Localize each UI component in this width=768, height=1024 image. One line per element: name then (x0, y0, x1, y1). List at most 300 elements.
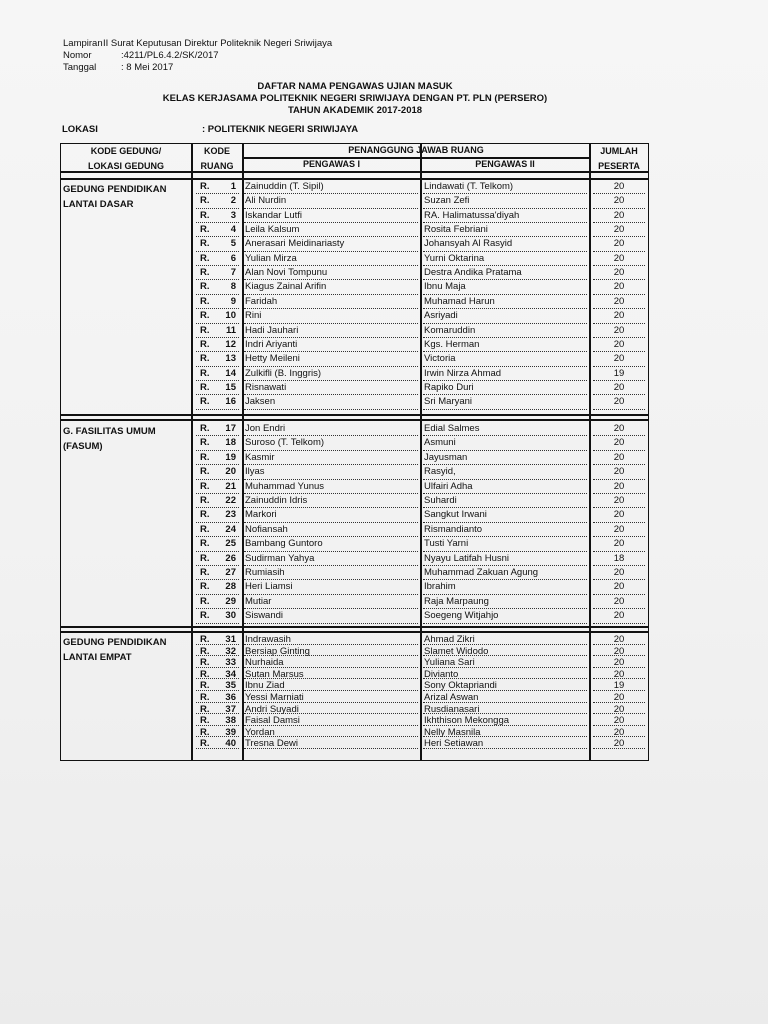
room-number: 15 (225, 381, 236, 393)
room-number: 24 (225, 523, 236, 535)
pengawas-1-name: Zainuddin (T. Sipil) (245, 181, 324, 192)
pengawas-1-name: Ali Nurdin (245, 195, 287, 207)
pengawas-2-name: Arizal Aswan (424, 692, 479, 703)
row-underline (593, 435, 645, 436)
jumlah-peserta: 20 (613, 645, 625, 657)
pengawas-2-name: Ahmad Zikri (424, 634, 475, 645)
room-prefix: R. (200, 437, 210, 449)
room-prefix: R. (200, 567, 210, 578)
room-number: 25 (225, 538, 236, 550)
row-underline (423, 323, 587, 324)
row-underline (196, 623, 239, 624)
room-number: 16 (225, 396, 236, 408)
row-underline (423, 522, 587, 523)
row-underline (423, 265, 587, 266)
pengawas-1-name: Rini (245, 310, 262, 322)
jumlah-peserta: 20 (613, 657, 625, 669)
header-kode-gedung (61, 146, 191, 172)
row-underline (593, 594, 645, 595)
room-prefix: R. (200, 738, 210, 750)
row-underline (244, 366, 418, 367)
row-underline (593, 337, 645, 338)
pengawas-2-name: Johansyah Al Rasyid (424, 238, 513, 250)
row-underline (593, 702, 645, 703)
room-number: 39 (225, 726, 236, 738)
header-kode-ruang-line2: RUANG (200, 161, 234, 171)
room-prefix: R. (200, 310, 210, 322)
pengawas-1-name: Bambang Guntoro (245, 538, 323, 550)
pengawas-1-name: Indrawasih (245, 634, 291, 645)
row-underline (244, 394, 418, 395)
row-underline (196, 608, 239, 609)
row-underline (244, 323, 418, 324)
room-number: 31 (225, 634, 236, 645)
row-underline (196, 725, 239, 726)
pengawas-1-name: Risnawati (245, 381, 287, 393)
row-underline (593, 222, 645, 223)
row-underline (196, 690, 239, 691)
room-number: 34 (225, 668, 236, 680)
row-underline (196, 236, 239, 237)
tanggal-label: Tanggal (63, 62, 97, 73)
jumlah-peserta: 20 (613, 538, 625, 550)
room-number: 18 (225, 437, 236, 449)
row-underline (244, 522, 418, 523)
row-underline (593, 565, 645, 566)
jumlah-peserta: 20 (613, 726, 625, 738)
pengawas-2-name: Rosita Febriani (424, 224, 488, 236)
row-underline (196, 351, 239, 352)
room-number: 10 (225, 310, 236, 322)
pengawas-2-name: Ulfairi Adha (424, 480, 473, 492)
row-underline (196, 294, 239, 295)
row-underline (593, 308, 645, 309)
room-number: 8 (230, 281, 236, 293)
row-underline (423, 279, 587, 280)
row-underline (593, 736, 645, 737)
room-number: 27 (225, 567, 236, 578)
row-underline (196, 464, 239, 465)
pengawas-1-name: Nofiansah (245, 523, 288, 535)
row-underline (244, 667, 418, 668)
row-underline (593, 450, 645, 451)
table-divider (61, 631, 648, 633)
pengawas-1-name: Siswandi (245, 610, 284, 622)
pengawas-1-name: Iskandar Lutfi (245, 209, 303, 221)
room-number: 33 (225, 657, 236, 669)
jumlah-peserta: 20 (613, 703, 625, 715)
row-underline (423, 713, 587, 714)
row-underline (423, 236, 587, 237)
pengawas-2-name: Lindawati (T. Telkom) (424, 181, 514, 192)
room-prefix: R. (200, 353, 210, 365)
row-underline (593, 193, 645, 194)
pengawas-2-name: Ikhthison Mekongga (424, 715, 510, 727)
jumlah-peserta: 20 (613, 581, 625, 593)
row-underline (423, 464, 587, 465)
row-underline (244, 479, 418, 480)
building-line-2: (FASUM) (63, 441, 103, 452)
pengawas-1-name: Sutan Marsus (245, 668, 304, 680)
header-kode-gedung-line1: KODE GEDUNG/ (90, 146, 162, 156)
building-label (63, 182, 188, 212)
pengawas-2-name: Yurni Oktarina (424, 252, 485, 264)
pengawas-1-name: Ilyas (245, 466, 265, 478)
row-underline (196, 565, 239, 566)
row-underline (423, 380, 587, 381)
room-prefix: R. (200, 581, 210, 593)
jumlah-peserta: 20 (613, 252, 625, 264)
table-divider (191, 144, 193, 760)
row-underline (244, 507, 418, 508)
pengawas-1-name: Anerasari Meidinariasty (245, 238, 345, 250)
row-underline (423, 507, 587, 508)
row-underline (196, 579, 239, 580)
header-pengawas-1: PENGAWAS I (302, 159, 360, 169)
jumlah-peserta: 20 (613, 396, 625, 408)
pengawas-2-name: Asmuni (424, 437, 456, 449)
row-underline (244, 265, 418, 266)
header-jumlah-peserta (590, 146, 648, 172)
row-underline (593, 690, 645, 691)
room-prefix: R. (200, 538, 210, 550)
room-prefix: R. (200, 610, 210, 622)
row-underline (244, 208, 418, 209)
row-underline (244, 450, 418, 451)
pengawas-1-name: Faridah (245, 295, 278, 307)
row-underline (244, 748, 418, 749)
room-prefix: R. (200, 480, 210, 492)
room-number: 26 (225, 552, 236, 564)
row-underline (244, 678, 418, 679)
row-underline (423, 594, 587, 595)
row-underline (196, 655, 239, 656)
building-line-2: LANTAI EMPAT (63, 652, 132, 663)
pengawas-1-name: Yordan (245, 726, 275, 738)
row-underline (423, 394, 587, 395)
row-underline (423, 655, 587, 656)
room-prefix: R. (200, 252, 210, 264)
row-underline (244, 435, 418, 436)
row-underline (244, 551, 418, 552)
header-kode-ruang (192, 146, 242, 172)
room-number: 7 (230, 267, 236, 279)
tanggal-text: : 8 Mei 2017 (121, 62, 174, 73)
row-underline (244, 594, 418, 595)
room-number: 12 (225, 338, 236, 350)
lokasi-label: LOKASI (62, 124, 98, 135)
pengawas-1-name: Nurhaida (245, 657, 284, 669)
row-underline (423, 479, 587, 480)
room-prefix: R. (200, 451, 210, 463)
room-prefix: R. (200, 209, 210, 221)
jumlah-peserta: 20 (613, 238, 625, 250)
pengawas-2-name: Nelly Masnila (424, 726, 481, 738)
row-underline (196, 594, 239, 595)
pengawas-1-name: Mutiar (245, 595, 272, 607)
room-number: 35 (225, 680, 236, 692)
row-underline (423, 565, 587, 566)
row-underline (196, 667, 239, 668)
row-underline (593, 236, 645, 237)
jumlah-peserta: 20 (613, 595, 625, 607)
room-prefix: R. (200, 645, 210, 657)
row-underline (593, 323, 645, 324)
row-underline (423, 193, 587, 194)
room-number: 32 (225, 645, 236, 657)
row-underline (196, 208, 239, 209)
room-prefix: R. (200, 680, 210, 692)
pengawas-1-name: Jaksen (245, 396, 276, 408)
row-underline (593, 623, 645, 624)
table-divider (61, 414, 648, 416)
room-prefix: R. (200, 523, 210, 535)
row-underline (244, 725, 418, 726)
row-underline (196, 380, 239, 381)
pengawas-2-name: Suhardi (424, 495, 457, 506)
row-underline (593, 279, 645, 280)
row-underline (593, 551, 645, 552)
jumlah-peserta: 20 (613, 381, 625, 393)
row-underline (244, 222, 418, 223)
row-underline (196, 251, 239, 252)
jumlah-peserta: 19 (613, 367, 625, 379)
header-kode-ruang-line1: KODE (203, 146, 230, 156)
pengawas-1-name: Alan Novi Tompunu (245, 267, 328, 279)
pengawas-1-name: Jon Endri (245, 423, 286, 434)
row-underline (593, 655, 645, 656)
lokasi-line (62, 124, 359, 135)
row-underline (423, 608, 587, 609)
header-pengawas-2: PENGAWAS II (475, 159, 535, 169)
room-prefix: R. (200, 381, 210, 393)
row-underline (593, 579, 645, 580)
pengawas-2-name: Yuliana Sari (424, 657, 475, 669)
title-line-1: DAFTAR NAMA PENGAWAS UJIAN MASUK (257, 81, 453, 92)
row-underline (196, 193, 239, 194)
row-underline (593, 667, 645, 668)
row-underline (423, 736, 587, 737)
row-underline (196, 522, 239, 523)
pengawas-1-name: Yessi Marniati (245, 692, 304, 703)
row-underline (244, 713, 418, 714)
row-underline (244, 380, 418, 381)
row-underline (196, 265, 239, 266)
row-underline (244, 690, 418, 691)
room-number: 28 (225, 581, 236, 593)
lokasi-value: : POLITEKNIK NEGERI SRIWIJAYA (202, 124, 359, 135)
pengawas-2-name: Heri Setiawan (424, 738, 484, 750)
row-underline (196, 279, 239, 280)
room-number: 22 (225, 495, 236, 506)
pengawas-2-name: Muhamad Harun (424, 295, 495, 307)
row-underline (423, 702, 587, 703)
row-underline (244, 493, 418, 494)
nomor-text: :4211/PL6.4.2/SK/2017 (121, 50, 219, 61)
room-prefix: R. (200, 324, 210, 336)
room-number: 17 (225, 423, 236, 434)
jumlah-peserta: 20 (613, 295, 625, 307)
row-underline (423, 623, 587, 624)
row-underline (196, 409, 239, 410)
room-number: 36 (225, 692, 236, 703)
row-underline (196, 713, 239, 714)
row-underline (423, 551, 587, 552)
pengawas-2-name: Jayusman (424, 451, 468, 463)
row-underline (244, 655, 418, 656)
row-underline (423, 222, 587, 223)
jumlah-peserta: 20 (613, 610, 625, 622)
jumlah-peserta: 20 (613, 523, 625, 535)
row-underline (423, 251, 587, 252)
row-underline (593, 713, 645, 714)
table-divider (61, 178, 648, 180)
pengawas-1-name: Andri Suyadi (245, 703, 299, 715)
row-underline (593, 678, 645, 679)
row-underline (423, 667, 587, 668)
row-underline (423, 409, 587, 410)
row-underline (196, 323, 239, 324)
pengawas-2-name: Rasyid, (424, 466, 456, 478)
pengawas-1-name: Zainuddin Idris (245, 495, 308, 506)
jumlah-peserta: 20 (613, 451, 625, 463)
room-prefix: R. (200, 495, 210, 506)
room-prefix: R. (200, 295, 210, 307)
room-number: 30 (225, 610, 236, 622)
pengawas-2-name: Rismandianto (424, 523, 483, 535)
jumlah-peserta: 20 (613, 480, 625, 492)
room-number: 4 (230, 224, 236, 236)
row-underline (593, 479, 645, 480)
room-number: 5 (230, 238, 236, 250)
pengawas-2-name: Rapiko Duri (424, 381, 474, 393)
row-underline (593, 208, 645, 209)
jumlah-peserta: 20 (613, 509, 625, 521)
room-prefix: R. (200, 195, 210, 207)
row-underline (196, 536, 239, 537)
row-underline (593, 294, 645, 295)
row-underline (593, 608, 645, 609)
building-line-1: GEDUNG PENDIDIKAN (63, 637, 167, 648)
jumlah-peserta: 20 (613, 310, 625, 322)
row-underline (244, 236, 418, 237)
jumlah-peserta: 20 (613, 466, 625, 478)
table-divider (420, 144, 422, 760)
room-number: 2 (230, 195, 236, 207)
document-title (60, 81, 650, 117)
room-prefix: R. (200, 552, 210, 564)
pengawas-1-name: Faisal Damsi (245, 715, 300, 727)
row-underline (423, 366, 587, 367)
pengawas-1-name: Leila Kalsum (245, 224, 300, 236)
row-underline (423, 493, 587, 494)
row-underline (593, 748, 645, 749)
title-line-3: TAHUN AKADEMIK 2017-2018 (287, 105, 423, 116)
row-underline (593, 394, 645, 395)
room-prefix: R. (200, 668, 210, 680)
pengawas-1-name: Hetty Meileni (245, 353, 300, 365)
room-number: 29 (225, 595, 236, 607)
row-underline (593, 265, 645, 266)
row-underline (196, 479, 239, 480)
room-number: 11 (225, 324, 236, 336)
pengawas-1-name: Rumiasih (245, 567, 285, 578)
lampiran-label: Lampiran (63, 38, 103, 49)
pengawas-2-name: Slamet Widodo (424, 645, 489, 657)
room-prefix: R. (200, 509, 210, 521)
row-underline (196, 450, 239, 451)
room-prefix: R. (200, 726, 210, 738)
row-underline (423, 690, 587, 691)
row-underline (423, 748, 587, 749)
row-underline (244, 464, 418, 465)
row-underline (423, 579, 587, 580)
row-underline (593, 522, 645, 523)
row-underline (196, 366, 239, 367)
building-line-1: G. FASILITAS UMUM (63, 426, 156, 437)
jumlah-peserta: 20 (613, 224, 625, 236)
jumlah-peserta: 20 (613, 692, 625, 703)
pengawas-2-name: Ibrahim (424, 581, 456, 593)
pengawas-1-name: Kasmir (245, 451, 275, 463)
row-underline (593, 366, 645, 367)
row-underline (423, 337, 587, 338)
jumlah-peserta: 20 (613, 423, 625, 434)
row-underline (423, 351, 587, 352)
row-underline (244, 409, 418, 410)
pengawas-2-name: Suzan Zefi (424, 195, 470, 207)
row-underline (196, 678, 239, 679)
pengawas-2-name: Asriyadi (424, 310, 458, 322)
header-kode-gedung-line2: LOKASI GEDUNG (87, 161, 164, 171)
room-number: 1 (230, 181, 236, 192)
row-underline (196, 644, 239, 645)
jumlah-peserta: 20 (613, 495, 625, 506)
header-jumlah-line1: JUMLAH (600, 146, 638, 156)
jumlah-peserta: 20 (613, 567, 625, 578)
jumlah-peserta: 19 (613, 680, 625, 692)
row-underline (244, 608, 418, 609)
room-prefix: R. (200, 396, 210, 408)
row-underline (196, 222, 239, 223)
room-prefix: R. (200, 703, 210, 715)
jumlah-peserta: 20 (613, 668, 625, 680)
pengawas-2-name: Sri Maryani (424, 396, 473, 408)
building-line-2: LANTAI DASAR (63, 199, 134, 210)
row-underline (423, 536, 587, 537)
pengawas-2-name: Tusti Yarni (424, 538, 469, 550)
row-underline (593, 725, 645, 726)
row-underline (593, 409, 645, 410)
row-underline (423, 435, 587, 436)
row-underline (244, 193, 418, 194)
pengawas-2-name: Rusdianasari (424, 703, 480, 715)
row-underline (423, 208, 587, 209)
pengawas-2-name: RA. Halimatussa'diyah (424, 209, 520, 221)
jumlah-peserta: 18 (613, 552, 625, 564)
building-line-1: GEDUNG PENDIDIKAN (63, 184, 167, 195)
pengawas-1-name: Bersiap Ginting (245, 645, 310, 657)
pengawas-1-name: Sudirman Yahya (245, 552, 315, 564)
row-underline (244, 702, 418, 703)
jumlah-peserta: 20 (613, 181, 625, 192)
room-prefix: R. (200, 181, 210, 192)
row-underline (423, 725, 587, 726)
document-header (63, 38, 332, 74)
row-underline (423, 644, 587, 645)
room-prefix: R. (200, 367, 210, 379)
jumlah-peserta: 20 (613, 281, 625, 293)
